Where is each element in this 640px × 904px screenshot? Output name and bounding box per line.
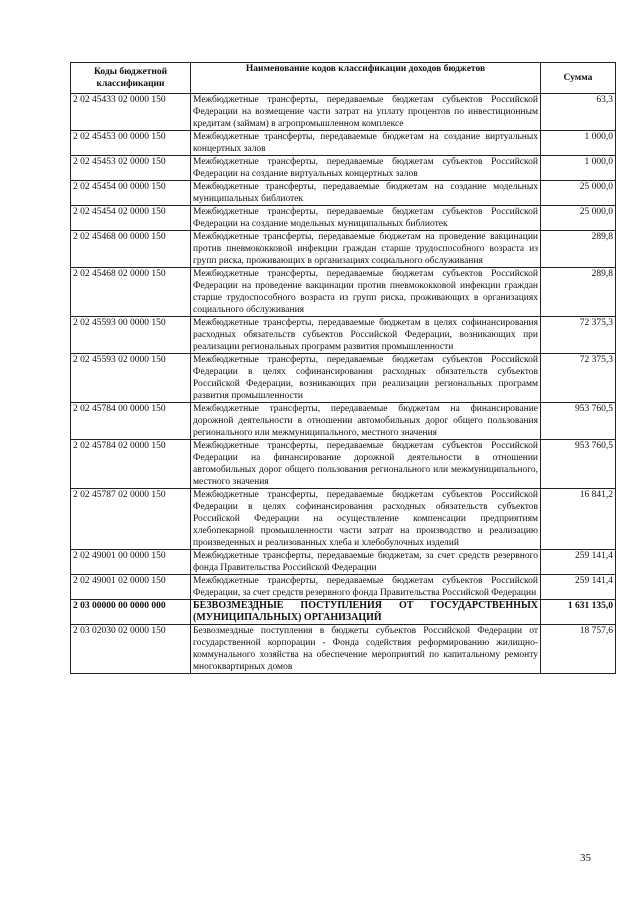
classification-name-cell: Межбюджетные трансферты, передаваемые бюджетам субъектов Российской Федерации на создание модельных муниципальных библиотек — [191, 206, 541, 231]
table-row — [71, 575, 616, 600]
budget-code-cell: 2 02 49001 02 0000 150 — [71, 575, 191, 600]
classification-name-cell: Межбюджетные трансферты, передаваемые бюджетам субъектов Российской Федерации на создание виртуальных концертных залов — [191, 156, 541, 181]
classification-name-cell: Межбюджетные трансферты, передаваемые бюджетам на проведение вакцинации против пневмококковой инфекции граждан старше трудоспособного возраста из групп риска, проживающих в организациях социального обслуживания — [191, 231, 541, 268]
amount-cell: 289,8 — [541, 268, 616, 317]
amount-cell: 289,8 — [541, 231, 616, 268]
table-row — [71, 489, 616, 550]
classification-name-cell: Межбюджетные трансферты, передаваемые бюджетам субъектов Российской Федерации на проведение вакцинации против пневмококковой инфекции граждан старше трудоспособного возраста из групп риска, проживающих в организациях социального обслуживания — [191, 268, 541, 317]
budget-code-cell: 2 02 45454 02 0000 150 — [71, 206, 191, 231]
table-row — [71, 440, 616, 489]
classification-name-cell: Межбюджетные трансферты, передаваемые бюджетам на создание виртуальных концертных залов — [191, 131, 541, 156]
table-row — [71, 206, 616, 231]
classification-name-cell: Межбюджетные трансферты, передаваемые бюджетам в целях софинансирования расходных обязательств субъектов Российской Федерации, возникающих при реализации региональных программ развития промышленности — [191, 317, 541, 354]
amount-cell: 63,3 — [541, 94, 616, 131]
table-row — [71, 94, 616, 131]
classification-name-cell: Межбюджетные трансферты, передаваемые бюджетам субъектов Российской Федерации на возмещение части затрат на уплату процентов по инвестиционным кредитам (займам) в агропромышленном комплексе — [191, 94, 541, 131]
budget-code-cell: 2 02 49001 00 0000 150 — [71, 550, 191, 575]
table-row — [71, 156, 616, 181]
classification-name-cell: Межбюджетные трансферты, передаваемые бюджетам, за счет средств резервного фонда Правительства Российской Федерации — [191, 550, 541, 575]
classification-name-cell: БЕЗВОЗМЕЗДНЫЕ ПОСТУПЛЕНИЯ ОТ ГОСУДАРСТВЕННЫХ (МУНИЦИПАЛЬНЫХ) ОРГАНИЗАЦИЙ — [191, 600, 541, 625]
table-row — [71, 268, 616, 317]
classification-name-cell: Межбюджетные трансферты, передаваемые бюджетам субъектов Российской Федерации, за счет средств резервного фонда Правительства Российской Федерации — [191, 575, 541, 600]
table-row — [71, 181, 616, 206]
table-row — [71, 625, 616, 674]
amount-cell: 25 000,0 — [541, 181, 616, 206]
header-name: Наименование кодов классификации доходов бюджетов — [191, 63, 541, 94]
budget-code-cell: 2 02 45784 00 0000 150 — [71, 403, 191, 440]
budget-code-cell: 2 02 45468 02 0000 150 — [71, 268, 191, 317]
header-codes: Коды бюджетной классификации — [71, 63, 191, 94]
amount-cell: 259 141,4 — [541, 575, 616, 600]
budget-code-cell: 2 03 02030 02 0000 150 — [71, 625, 191, 674]
amount-cell: 16 841,2 — [541, 489, 616, 550]
table-row — [71, 231, 616, 268]
budget-code-cell: 2 02 45784 02 0000 150 — [71, 440, 191, 489]
amount-cell: 1 000,0 — [541, 131, 616, 156]
table-row — [71, 403, 616, 440]
budget-code-cell: 2 02 45453 00 0000 150 — [71, 131, 191, 156]
amount-cell: 72 375,3 — [541, 354, 616, 403]
classification-name-cell: Межбюджетные трансферты, передаваемые бюджетам субъектов Российской Федерации на финансирование дорожной деятельности в отношении автомобильных дорог общего пользования регионального или межмуниципального, местного значения — [191, 440, 541, 489]
budget-code-cell: 2 02 45453 02 0000 150 — [71, 156, 191, 181]
budget-classification-table — [70, 62, 616, 674]
page-number: 35 — [580, 852, 591, 864]
budget-code-cell: 2 02 45468 00 0000 150 — [71, 231, 191, 268]
amount-cell: 259 141,4 — [541, 550, 616, 575]
classification-name-cell: Межбюджетные трансферты, передаваемые бюджетам субъектов Российской Федерации в целях софинансирования расходных обязательств субъектов Российской Федерации на осуществление компенсации предприятиям хлебопекарной промышленности части затрат на производство и реализацию произведенных и реализованных хлеба и хлебобулочных изделий — [191, 489, 541, 550]
budget-code-cell: 2 02 45433 02 0000 150 — [71, 94, 191, 131]
budget-code-cell: 2 02 45787 02 0000 150 — [71, 489, 191, 550]
classification-name-cell: Межбюджетные трансферты, передаваемые бюджетам на финансирование дорожной деятельности в отношении автомобильных дорог общего пользования регионального или межмуниципального, местного значения — [191, 403, 541, 440]
budget-code-cell: 2 02 45454 00 0000 150 — [71, 181, 191, 206]
table-row — [71, 317, 616, 354]
budget-code-cell: 2 03 00000 00 0000 000 — [71, 600, 191, 625]
amount-cell: 953 760,5 — [541, 440, 616, 489]
classification-name-cell: Безвозмездные поступления в бюджеты субъектов Российской Федерации от государственной корпорации - Фонда содействия реформированию жилищно-коммунального хозяйства на обеспечение мероприятий по капитальному ремонту многоквартирных домов — [191, 625, 541, 674]
table-body — [71, 94, 616, 674]
amount-cell: 953 760,5 — [541, 403, 616, 440]
table-row — [71, 550, 616, 575]
amount-cell: 25 000,0 — [541, 206, 616, 231]
amount-cell: 1 631 135,0 — [541, 600, 616, 625]
amount-cell: 1 000,0 — [541, 156, 616, 181]
table-row — [71, 600, 616, 625]
table-row — [71, 354, 616, 403]
budget-code-cell: 2 02 45593 02 0000 150 — [71, 354, 191, 403]
table-row — [71, 131, 616, 156]
classification-name-cell: Межбюджетные трансферты, передаваемые бюджетам на создание модельных муниципальных библиотек — [191, 181, 541, 206]
amount-cell: 72 375,3 — [541, 317, 616, 354]
classification-name-cell: Межбюджетные трансферты, передаваемые бюджетам субъектов Российской Федерации в целях софинансирования расходных обязательств субъектов Российской Федерации, возникающих при реализации региональных программ развития промышленности — [191, 354, 541, 403]
header-sum: Сумма — [541, 63, 616, 94]
table-header-row — [71, 63, 616, 94]
budget-code-cell: 2 02 45593 00 0000 150 — [71, 317, 191, 354]
amount-cell: 18 757,6 — [541, 625, 616, 674]
